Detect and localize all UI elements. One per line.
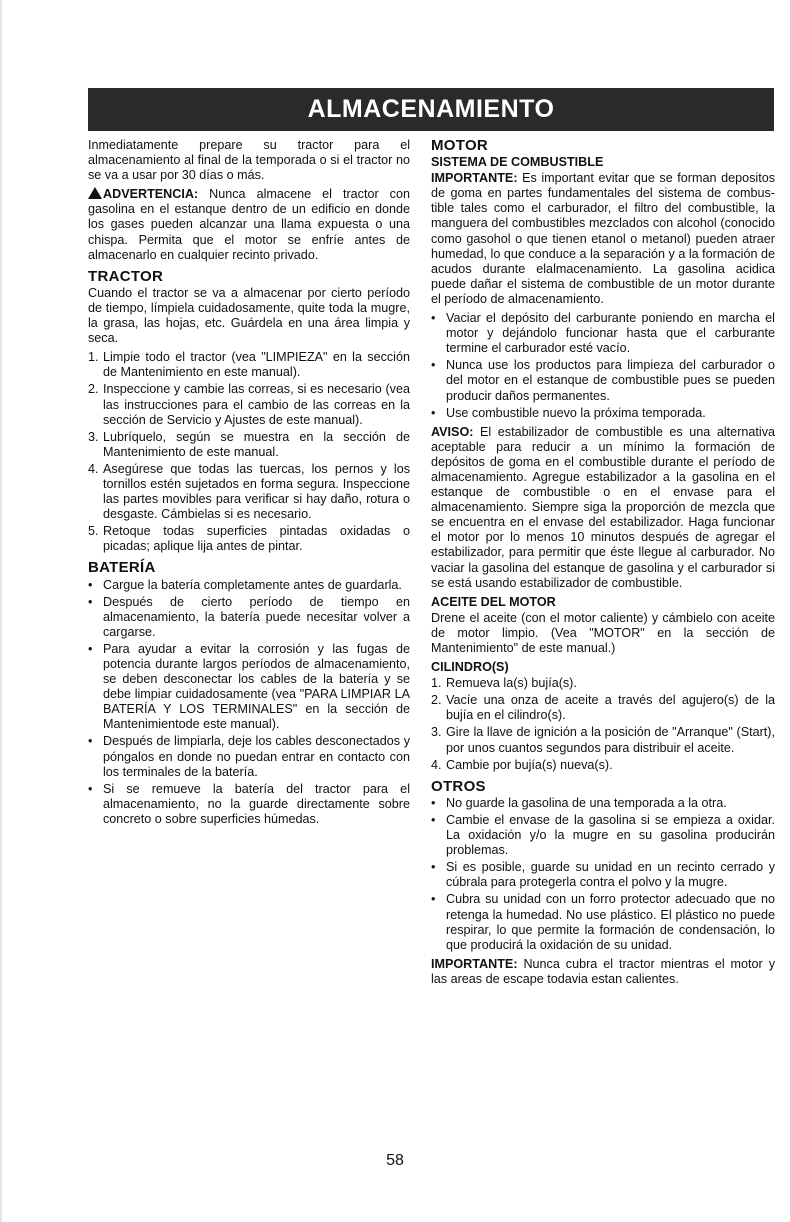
list-item: • Para ayudar a evitar la corrosión y las fugas de potencia durante largos períodos de almacenamiento, se deben desconectar los cables de la batería y se debe limpiar cuidadosamente (vea "PARA LIMPIAR LA BATERÍA Y LOS TERMINALES" en la sección de Mantenimientode este manual). bbox=[88, 641, 410, 732]
tractor-steps bbox=[88, 350, 410, 554]
otros-importante-label: IMPORTANTE: bbox=[431, 956, 518, 971]
list-item: 1. Limpie todo el tractor (vea "LIMPIEZA" en la sección de Mantenimiento en este manual). bbox=[88, 350, 410, 380]
list-item: 5. Retoque todas superficies pintadas oxidadas o picadas; aplique lija antes de pintar. bbox=[88, 524, 410, 554]
aceite-heading: ACEITE DEL MOTOR bbox=[431, 594, 556, 609]
otros-importante-text: Nunca cubra el tractor mientras el motor y las areas de escape todavia estan calientes. bbox=[431, 956, 775, 986]
intro-paragraph: Inmediatamente prepare su tractor para el almacenamiento al final de la temporada o si el tractor no se va a usar por 30 días o más. bbox=[88, 138, 410, 183]
page-number: 58 bbox=[386, 1152, 404, 1169]
right-column bbox=[431, 138, 775, 991]
list-item: • Nunca use los productos para limpieza del carburador o del motor en el estanque de combustible pues se pueden producir daños permanentes. bbox=[431, 358, 775, 403]
section-banner bbox=[88, 88, 774, 131]
otros-heading: OTROS bbox=[431, 777, 486, 795]
warning-label: ADVERTENCIA: bbox=[103, 187, 199, 202]
cilindro-heading: CILINDRO(S) bbox=[431, 660, 509, 675]
tractor-heading: TRACTOR bbox=[88, 267, 164, 285]
page-title: ALMACENAMIENTO bbox=[307, 95, 555, 123]
sistema-heading: SISTEMA DE COMBUSTIBLE bbox=[431, 155, 604, 170]
importante-paragraph bbox=[431, 171, 775, 307]
page-edge-shadow bbox=[0, 0, 2, 1222]
bateria-heading: BATERÍA bbox=[88, 559, 156, 577]
list-item: • Si es posible, guarde su unidad en un recinto cerrado y cúbrala para protegerla contra el polvo y la mugre. bbox=[431, 860, 775, 890]
left-column bbox=[88, 138, 410, 831]
aviso-text: El estabilizador de combustible es una alternativa aceptable para reducir a un mínimo la formación de depósitos de goma en el combustible durante el período de almacenamiento. Agregue estabilizador a la gasolina en el estanque de combustible o en el envase para el almacenamiento. Siempre siga la proporción de mezcla que se encuentra en el envase del estabilizador. Haga funcionar el motor por lo menos 10 minutos después de agregar el estabilizador, para permitir que éste llegue al carburador. No vaciar la gasolina del estanque de gasolina y el carburador si se está usando estabilizador de combustible. bbox=[431, 424, 775, 590]
warning-paragraph bbox=[88, 187, 410, 262]
list-item: 3. Gire la llave de ignición a la posición de "Arranque" (Start), por unos cuantos segundos para distribuir el aceite. bbox=[431, 725, 775, 755]
importante-label: IMPORTANTE: bbox=[431, 171, 518, 186]
list-item: • Cubra su unidad con un forro protector adecuado que no retenga la humedad. No use plástico. El plástico no puede respirar, lo que permite la formación de condensación, lo que producirá la oxidación de su unidad. bbox=[431, 892, 775, 952]
aviso-label: AVISO: bbox=[431, 424, 474, 439]
warning-icon bbox=[88, 187, 102, 199]
list-item: • Después de limpiarla, deje los cables desconectados y póngalos en donde no puedan entrar en contacto con los terminales de la batería. bbox=[88, 734, 410, 779]
list-item: 3. Lubríquelo, según se muestra en la sección de Mantenimiento de este manual. bbox=[88, 429, 410, 459]
cilindro-steps bbox=[431, 676, 775, 773]
warning-text: Nunca almacene el tractor con gasolina en el estanque dentro de un edificio en donde los gases pueden alcanzar una llama expuesta o una chispa. Permita que el motor se enfríe antes de almacenarlo en cualquier recinto privado. bbox=[88, 187, 410, 262]
otros-bullets bbox=[431, 796, 775, 953]
aviso-paragraph bbox=[431, 425, 775, 591]
otros-importante-paragraph bbox=[431, 957, 775, 987]
importante-text: Es important evitar que se forman depositos de goma en partes fundamentales del sistema de combus-tible tales como el carburador, el filtro del combustible, la manguera del combustibles mezclados con alcohol (conocido como gasohol o que tienen etanol o metanol) pueden atraer humedad, lo que conduce a la separación y a la formación de acudos durante elalmacenamiento. La gasolina acidica puede dañar el sistema de combustible de un motor durante el período de almacenamiento. bbox=[431, 171, 775, 306]
list-item: • Cambie el envase de la gasolina si se empieza a oxidar. La oxidación y/o la mugre en su gasolina producirán problemas. bbox=[431, 812, 775, 858]
list-item: • Use combustible nuevo la próxima temporada. bbox=[431, 405, 706, 420]
list-item: 4. Asegúrese que todas las tuercas, los pernos y los tornillos estén sujetados en forma segura. Inspeccione las partes movibles para verificar si hay daño, rotura o desgaste. Cámbielas si es necesario. bbox=[88, 461, 410, 522]
list-item: • Vaciar el depósito del carburante poniendo en marcha el motor y dejándolo funcionar hasta que el carburante termine el carburador esté vacío. bbox=[431, 311, 775, 356]
list-item: • No guarde la gasolina de una temporada a la otra. bbox=[431, 795, 727, 810]
list-item: 2. Inspeccione y cambie las correas, si es necesario (vea las instrucciones para el cambio de las correas en la sección de Servicio y Ajustes de este manual). bbox=[88, 382, 410, 427]
aceite-paragraph: Drene el aceite (con el motor caliente) y cámbielo con aceite de motor limpio. (Vea "MOTOR" en la sección de Mantenimiento" de este manual.) bbox=[431, 610, 775, 655]
tractor-intro: Cuando el tractor se va a almacenar por cierto período de tiempo, límpiela cuidadosamente, quite toda la mugre, la grasa, las hojas, etc. Guárdela en una área limpia y seca. bbox=[88, 285, 410, 346]
list-item: 2. Vacíe una onza de aceite a través del agujero(s) de la bujía en el cilindro(s). bbox=[431, 693, 775, 723]
list-item: • Si se remueve la batería del tractor para el almacenamiento, no la guarde directamente sobre concreto o sobre superficies húmedas. bbox=[88, 781, 410, 826]
list-item: • Después de cierto período de tiempo en almacenamiento, la batería puede necesitar volver a cargarse. bbox=[88, 594, 410, 639]
fuel-bullets bbox=[431, 311, 775, 421]
list-item: 4. Cambie por bujía(s) nueva(s). bbox=[431, 757, 613, 772]
list-item: • Cargue la batería completamente antes de guardarla. bbox=[88, 577, 402, 592]
bateria-bullets bbox=[88, 578, 410, 828]
list-item: 1. Remueva la(s) bujía(s). bbox=[431, 676, 577, 691]
motor-heading: MOTOR bbox=[431, 137, 489, 154]
